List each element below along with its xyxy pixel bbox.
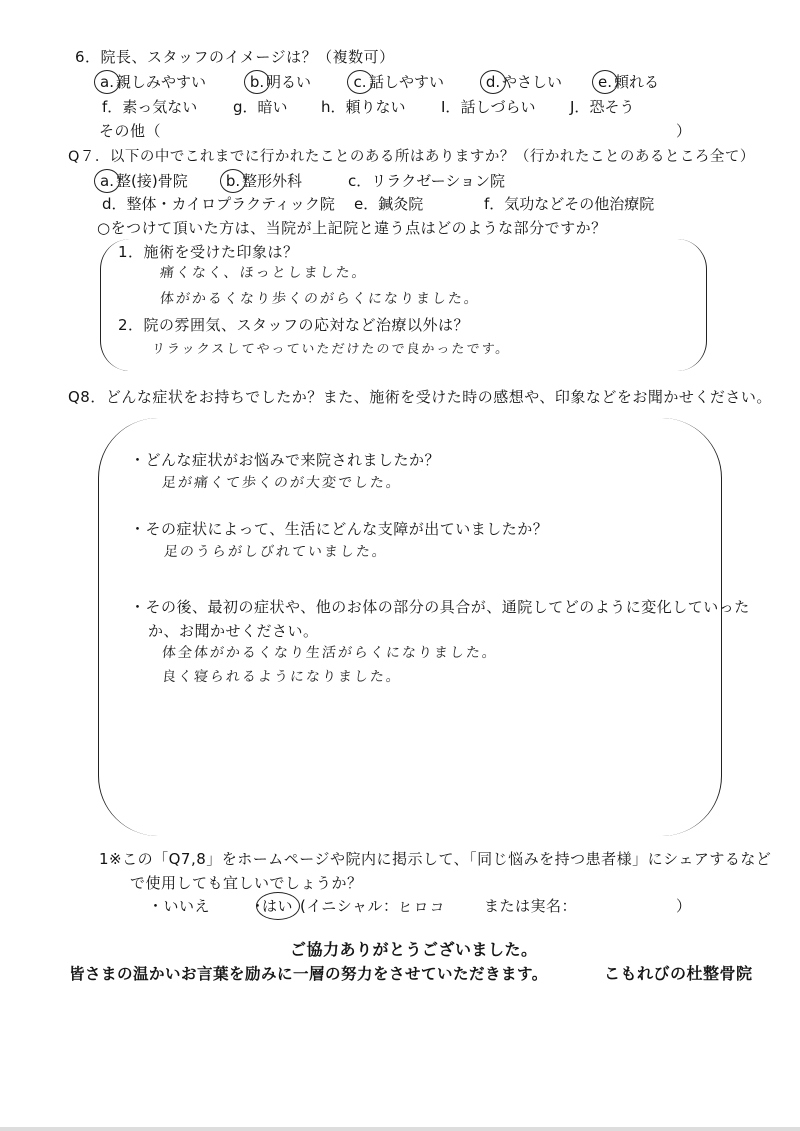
q7-sub2-label: 2．院の雰囲気、スタッフの応対など治療以外は？ <box>118 316 470 334</box>
q8-b3-label-line2: か、お聞かせください。 <box>148 622 319 640</box>
consent-line2: で使用しても宜しいでしょうか？ <box>130 874 363 892</box>
consent-close: ） <box>676 897 692 915</box>
q7-option-b: b. 整形外科 <box>225 172 303 190</box>
consent-yes-option: はい <box>262 897 294 915</box>
q7-sub1-answer-line1: 痛くなく、ほっとしました。 <box>159 265 369 281</box>
q7-sub1-answer-line2: 体がかるくなり歩くのがらくになりました。 <box>159 291 481 307</box>
q6-option-d: d. やさしい <box>485 73 563 91</box>
q7-option-e: e．鍼灸院 <box>354 195 424 213</box>
q6-other-label: その他（ <box>99 122 162 140</box>
consent-yes-circle <box>256 892 300 920</box>
q6-other-close: ） <box>676 122 692 140</box>
q6-option-i: I．話しづらい <box>441 98 536 116</box>
q8-b1-label: ・どんな症状がお悩みで来院されましたか？ <box>130 451 441 469</box>
consent-line1: 1※この「Q7,8」をホームページや院内に掲示して、「同じ悩みを持つ患者様」にシェアするなど <box>99 850 772 868</box>
footer-clinic-name: こもれびの杜整骨院 <box>604 964 753 983</box>
q8-b2-answer: 足のうらがしびれていました。 <box>163 544 389 560</box>
consent-yes-bullet: ・ <box>250 897 266 915</box>
q6-option-f: f．素っ気ない <box>102 98 198 116</box>
q7-note: ○をつけて頂いた方は、当院が上記院と違う点はどのような部分ですか？ <box>97 219 607 237</box>
q6-option-h: h．頼りない <box>321 98 406 116</box>
q8-b1-answer: 足が痛くて歩くのが大変でした。 <box>161 475 403 491</box>
q6-option-j: J．恐そう <box>570 98 635 116</box>
q7-option-f: f．気功などその他治療院 <box>484 195 655 213</box>
footer-message: 皆さまの温かいお言葉を励みに一層の努力をさせていただきます。 <box>69 965 548 983</box>
q8-b3-label-line1: ・その後、最初の症状や、他のお体の部分の具合が、通院してどのように変化していった <box>130 598 750 616</box>
q7-option-c: c．リラクゼーション院 <box>348 172 506 190</box>
consent-initial-value: ヒロコ <box>397 900 447 916</box>
page-bottom-edge <box>0 1127 800 1131</box>
q7-option-a: a. 整(接)骨院 <box>98 172 188 190</box>
q7-option-d: d．整体・カイロプラクティック院 <box>102 195 335 213</box>
q6-option-g: g．暗い <box>233 98 288 116</box>
q6-option-b: b. 明るい <box>249 73 312 91</box>
q6-option-a: a. 親しみやすい <box>98 73 206 91</box>
q8-b2-label: ・その症状によって、生活にどんな支障が出ていましたか？ <box>130 520 549 538</box>
consent-realname-label: または実名： <box>484 897 578 915</box>
q6-title: 6．院長、スタッフのイメージは？（複数可） <box>75 48 395 66</box>
q6-option-c: c. 話しやすい <box>351 73 444 91</box>
footer-thanks: ご協力ありがとうございました。 <box>290 940 538 959</box>
q7-title: Q７．以下の中でこれまでに行かれたことのある所はありますか？（行かれたことのあるところ全て） <box>68 149 755 165</box>
q7-sub1-label: 1．施術を受けた印象は？ <box>118 243 299 261</box>
consent-no-option: ・いいえ <box>148 897 211 915</box>
q6-option-e: e. 頼れる <box>598 73 660 91</box>
q8-b3-answer-line1: 体全体がかるくなり生活がらくになりました。 <box>161 645 499 661</box>
q7-sub2-answer: リラックスしてやっていただけたので良かったです。 <box>151 342 512 357</box>
q8-b3-answer-line2: 良く寝られるようになりました。 <box>161 669 403 685</box>
q8-title: Q8．どんな症状をお持ちでしたか？また、施術を受けた時の感想や、印象などをお聞かせください。 <box>68 388 772 406</box>
consent-initial-label: (イニシャル： <box>300 897 399 915</box>
